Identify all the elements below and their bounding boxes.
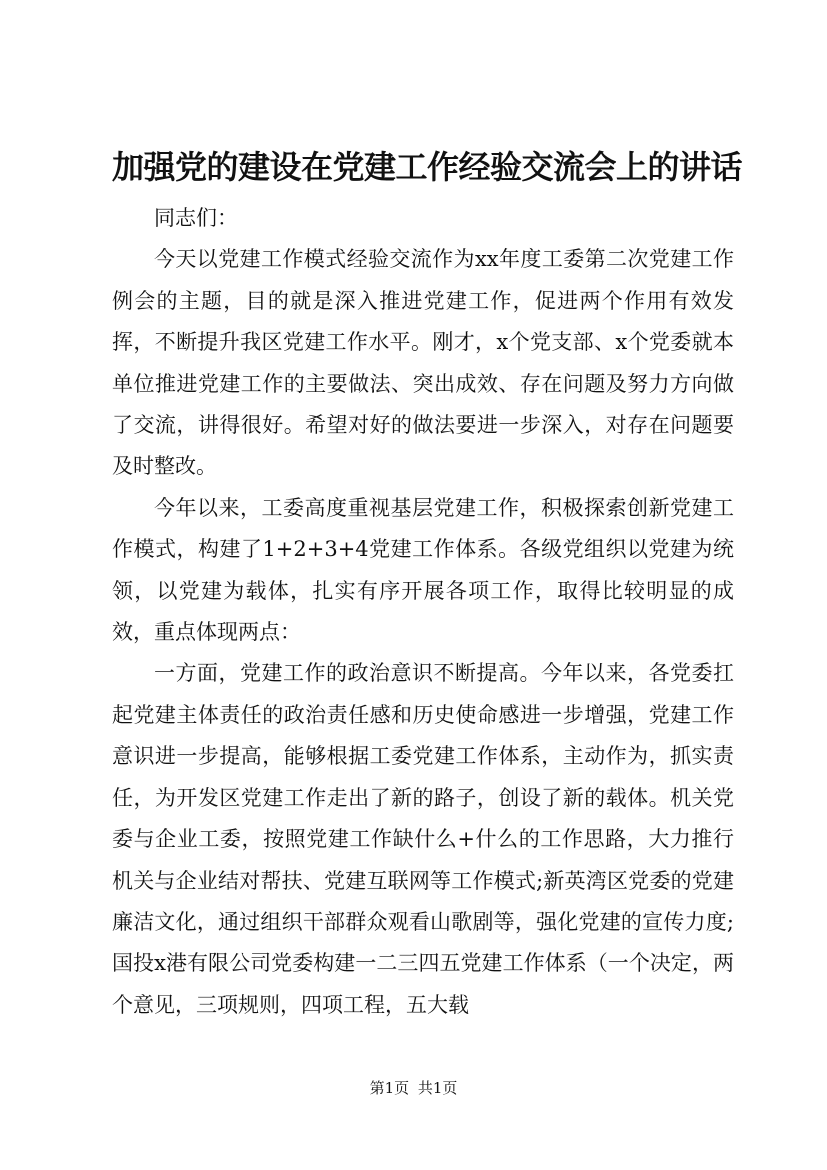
- paragraph-3: 一方面，党建工作的政治意识不断提高。今年以来，各党委扛起党建主体责任的政治责任感和历史使命感进一步增强，党建工作意识进一步提高，能够根据工委党建工作体系，主动作为，抓实责任，为开发区党建工作走出了新的路子，创设了新的载体。机关党委与企业工委，按照党建工作缺什么+什么的工作思路，大力推行机关与企业结对帮扶、党建互联网等工作模式;新英湾区党委的党建廉洁文化，通过组织干部群众观看山歌剧等，强化党建的宣传力度;国投x港有限公司党委构建一二三四五党建工作体系（一个决定，两个意见，三项规则，四项工程，五大载: [112, 661, 734, 1017]
- greeting-line: 同志们：: [154, 206, 238, 230]
- page-footer: [0, 1078, 827, 1098]
- page-number: 第1页: [369, 1079, 410, 1097]
- paragraph-1: 今天以党建工作模式经验交流作为xx年度工委第二次党建工作例会的主题，目的就是深入推进党建工作，促进两个作用有效发挥，不断提升我区党建工作水平。刚才，x个党支部、x个党委就本单位推进党建工作的主要做法、突出成效、存在问题及努力方向做了交流，讲得很好。希望对好的做法要进一步深入，对存在问题要及时整改。: [112, 247, 734, 479]
- total-pages: 共1页: [417, 1079, 458, 1097]
- document-title: 加强党的建设在党建工作经验交流会上的讲话: [112, 148, 743, 186]
- document-body: [112, 198, 734, 1026]
- paragraph-2: 今年以来，工委高度重视基层党建工作，积极探索创新党建工作模式，构建了1+2+3+4党建工作体系。各级党组织以党建为统领，以党建为载体，扎实有序开展各项工作，取得比较明显的成效，重点体现两点：: [112, 495, 734, 645]
